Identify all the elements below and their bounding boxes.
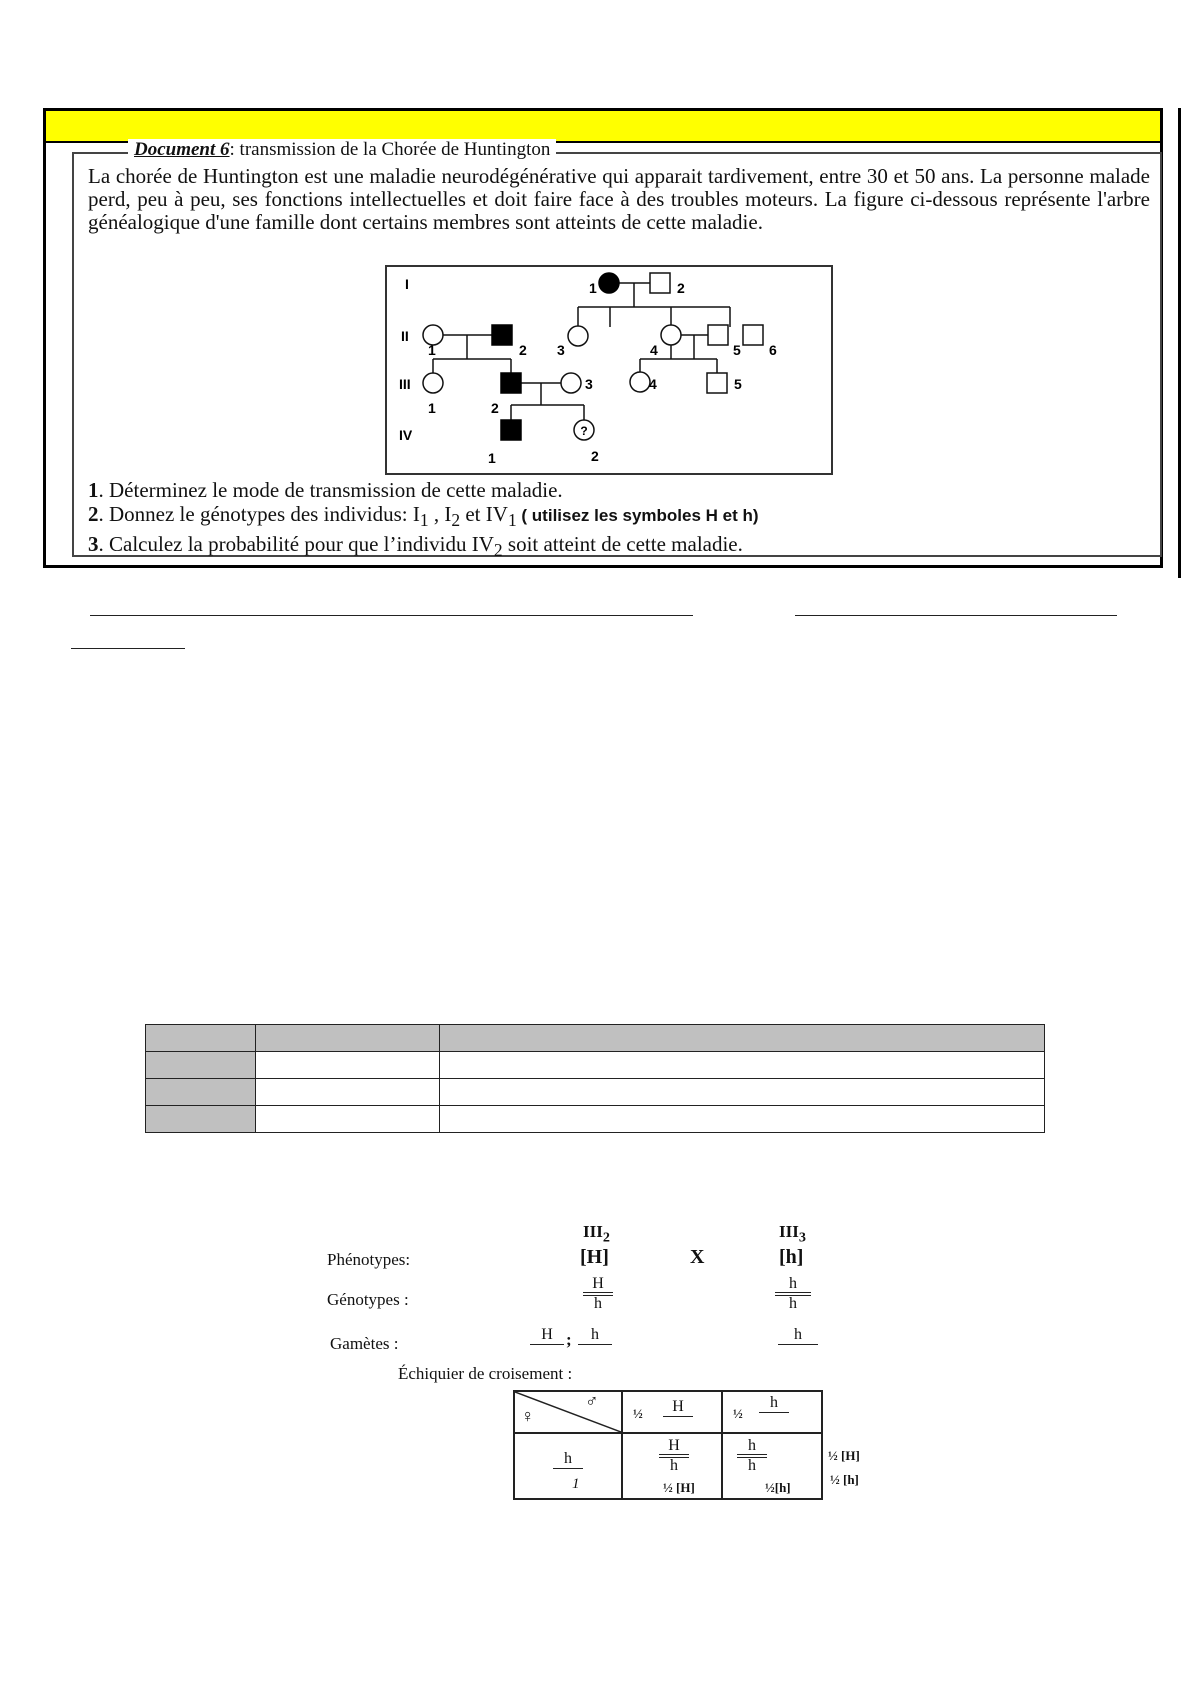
- gamete-separator: ;: [566, 1330, 572, 1349]
- parent2-label-text: III: [779, 1222, 799, 1241]
- punnett-row-header: [514, 1433, 622, 1499]
- result-dominant: ½ [H]: [828, 1448, 860, 1463]
- table-row: [146, 1079, 1045, 1106]
- cell1-phenotype: ½ [H]: [663, 1480, 695, 1495]
- gamete-bar: [553, 1468, 583, 1469]
- individual-III3: [561, 373, 581, 393]
- question-2-mid1: , I: [428, 502, 452, 526]
- cell2-bottom: h: [748, 1457, 756, 1474]
- genotype-parent2: [775, 1276, 811, 1312]
- individual-II2: [492, 325, 512, 345]
- individual-II5: [708, 325, 728, 345]
- individual-III5: [707, 373, 727, 393]
- label-III1: 1: [428, 400, 436, 416]
- label-IV2: 2: [591, 448, 599, 464]
- individual-III1: [423, 373, 443, 393]
- question-3-tail: soit atteint de cette maladie.: [502, 532, 743, 557]
- table-header-row: [146, 1025, 1045, 1052]
- punnett-header-row: [514, 1391, 822, 1433]
- punnett-square: [513, 1390, 823, 1500]
- question-2-text: . Donnez le génotypes des individus: I: [98, 502, 420, 526]
- row-gamete-text: h: [564, 1450, 572, 1467]
- table-cell: [146, 1025, 256, 1052]
- parent2-label-sub: 3: [798, 1229, 806, 1246]
- questions-list: [88, 478, 759, 562]
- question-1: [88, 478, 759, 502]
- gamete-parent1-H-text: H: [541, 1326, 553, 1343]
- genotype-parent2-top: h: [789, 1275, 797, 1292]
- table-cell[interactable]: [256, 1079, 440, 1106]
- parent1-label-text: III: [583, 1222, 603, 1241]
- question-1-text: . Déterminez le mode de transmission de cette maladie.: [98, 478, 563, 502]
- table-cell[interactable]: [440, 1079, 1045, 1106]
- row-gamete: [553, 1450, 583, 1469]
- gamete-bar: [663, 1416, 693, 1417]
- label-II2: 2: [519, 342, 527, 358]
- question-2-sub2: 2: [451, 510, 461, 531]
- table-cell[interactable]: [440, 1106, 1045, 1133]
- document-title-label: Document 6: [134, 139, 230, 160]
- pheno-parent1: [H]: [580, 1246, 609, 1268]
- right-margin-rule: [1178, 108, 1181, 578]
- col1-gamete-text: H: [672, 1398, 684, 1415]
- col2-fraction: ½: [733, 1406, 743, 1421]
- punnett-cell-2: [722, 1433, 822, 1499]
- punnett-cell-1: [622, 1433, 722, 1499]
- punnett-col-1: [622, 1391, 722, 1433]
- individual-III2: [501, 373, 521, 393]
- genotype-parent2-bottom: h: [789, 1295, 797, 1312]
- label-III2: 2: [491, 400, 499, 416]
- gamete-parent1-H: [530, 1326, 564, 1345]
- checker-title: Échiquier de croisement :: [398, 1364, 573, 1383]
- answer-line-2[interactable]: [795, 615, 1117, 616]
- parent2-label: [779, 1222, 806, 1246]
- punnett-row: [514, 1433, 822, 1499]
- parent1-label-sub: 2: [602, 1229, 610, 1246]
- question-2-sub1: 1: [419, 510, 429, 531]
- individual-II3: [568, 326, 588, 346]
- individual-IV2-mark: ?: [580, 424, 588, 438]
- gamete-bar: [759, 1412, 789, 1413]
- label-III5: 5: [734, 376, 742, 392]
- pheno-parent2: [h]: [779, 1246, 804, 1268]
- cross-symbol: X: [690, 1246, 705, 1268]
- gamete-bar: [578, 1344, 612, 1345]
- question-3-number: 3: [88, 532, 99, 557]
- answer-table: [145, 1024, 1045, 1133]
- table-cell[interactable]: [256, 1106, 440, 1133]
- punnett-col-2: [722, 1391, 822, 1433]
- table-cell[interactable]: [256, 1052, 440, 1079]
- table-row: [146, 1052, 1045, 1079]
- table-cell: [256, 1025, 440, 1052]
- generation-label-I: I: [405, 276, 409, 292]
- genotype-parent1-bottom: h: [594, 1295, 602, 1312]
- col1-gamete: [663, 1398, 693, 1417]
- table-cell: [146, 1106, 256, 1133]
- genotype-parent1-top: H: [592, 1275, 604, 1292]
- table-cell: [146, 1079, 256, 1106]
- table-cell: [146, 1052, 256, 1079]
- cell1-genotype: [659, 1438, 689, 1474]
- label-I1: 1: [589, 280, 597, 296]
- table-cell: [440, 1025, 1045, 1052]
- label-III3: 3: [585, 376, 593, 392]
- female-symbol-icon: ♀: [521, 1406, 535, 1426]
- cell1-bottom: h: [670, 1457, 678, 1474]
- col2-gamete: [759, 1394, 789, 1413]
- individual-I1: [599, 273, 619, 293]
- label-II4: 4: [650, 342, 658, 358]
- table-row: [146, 1106, 1045, 1133]
- row-label-genotypes: Génotypes :: [327, 1290, 409, 1309]
- individual-IV1: [501, 420, 521, 440]
- gamete-parent2-h: [778, 1326, 818, 1345]
- generation-label-III: III: [399, 376, 411, 392]
- male-symbol-icon: ♂: [585, 1391, 599, 1411]
- cell1-top: H: [668, 1437, 680, 1454]
- cell2-top: h: [748, 1437, 756, 1454]
- gamete-bar: [778, 1344, 818, 1345]
- generation-label-IV: IV: [399, 427, 413, 443]
- question-1-number: 1: [88, 478, 99, 502]
- punnett-corner: [514, 1391, 622, 1433]
- question-3-text: . Calculez la probabilité pour que l’individu IV: [98, 532, 494, 557]
- pedigree-chart: [385, 265, 833, 475]
- label-III4: 4: [649, 376, 657, 392]
- gamete-parent2-h-text: h: [794, 1326, 802, 1343]
- answer-line-3[interactable]: [71, 648, 185, 649]
- answer-line-1[interactable]: [90, 615, 693, 616]
- question-2-sub3: 1: [507, 510, 517, 531]
- question-3: [88, 532, 759, 562]
- question-2-note: ( utilisez les symboles H et h): [516, 506, 759, 525]
- generation-label-II: II: [401, 328, 409, 344]
- row-fraction: 1: [572, 1476, 580, 1492]
- individual-I2: [650, 273, 670, 293]
- label-II6: 6: [769, 342, 777, 358]
- genotype-parent1: [583, 1276, 613, 1312]
- label-II3: 3: [557, 342, 565, 358]
- document-title-rest: : transmission de la Chorée de Huntington: [229, 139, 551, 160]
- col2-gamete-text: h: [770, 1394, 778, 1411]
- gamete-parent1-h-text: h: [591, 1326, 599, 1343]
- question-2-number: 2: [88, 502, 99, 526]
- individual-II4: [661, 325, 681, 345]
- question-2: [88, 502, 759, 532]
- individual-II6: [743, 325, 763, 345]
- cell2-genotype: [737, 1438, 767, 1474]
- question-2-mid2: et IV: [460, 502, 508, 526]
- gamete-bar: [530, 1344, 564, 1345]
- col1-fraction: ½: [633, 1406, 643, 1421]
- result-recessive: ½ [h]: [830, 1472, 859, 1487]
- row-label-phenotypes: Phénotypes:: [327, 1250, 411, 1269]
- label-IV1: 1: [488, 450, 496, 466]
- individual-III4: [630, 372, 650, 392]
- gamete-parent1-h: [578, 1326, 612, 1345]
- document-paragraph: La chorée de Huntington est une maladie neurodégénérative qui apparait tardivement, entre 30 et 50 ans. La personne malade perd, peu à peu, ses fonctions intellectuelles et doit faire face à des troubles moteurs. La figure ci-dessous représente l'arbre généalogique d'une famille dont certains membres sont atteints de cette maladie.: [88, 164, 1150, 234]
- document-title: [128, 139, 556, 161]
- label-I2: 2: [677, 280, 685, 296]
- label-II5: 5: [733, 342, 741, 358]
- parent1-label: [583, 1222, 610, 1246]
- question-3-sub1: 2: [493, 540, 503, 561]
- cell2-phenotype: ½[h]: [765, 1480, 791, 1495]
- table-cell[interactable]: [440, 1052, 1045, 1079]
- row-label-gametes: Gamètes :: [330, 1334, 399, 1353]
- label-II1: 1: [428, 342, 436, 358]
